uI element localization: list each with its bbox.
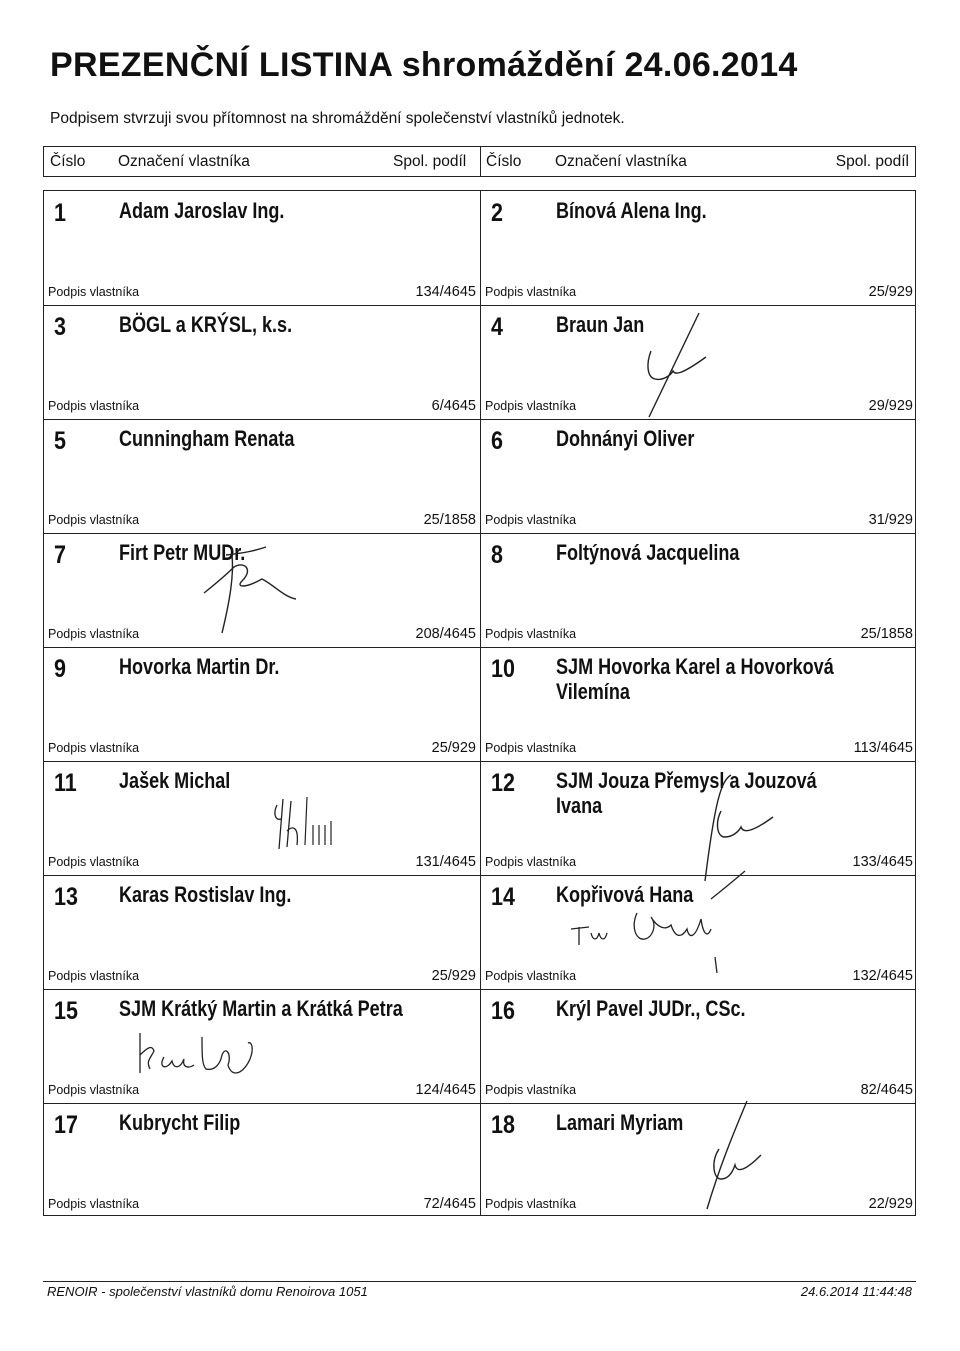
owner-cell — [44, 533, 480, 647]
ownership-share: 113/4645 — [853, 740, 913, 756]
owner-name: Foltýnová Jacquelina — [556, 540, 740, 565]
ownership-share: 6/4645 — [431, 398, 476, 414]
signature-label: Podpis vlastníka — [485, 627, 577, 641]
ownership-share: 72/4645 — [423, 1196, 476, 1212]
owner-number: 6 — [491, 427, 503, 455]
signature-label: Podpis vlastníka — [48, 627, 140, 641]
owner-name: Kubrycht Filip — [119, 1110, 241, 1135]
owner-cell — [481, 647, 917, 761]
ownership-share: 133/4645 — [852, 854, 913, 870]
header-podil-left: Spol. podíl — [393, 153, 467, 170]
owner-number: 16 — [491, 997, 515, 1025]
owner-cell — [44, 989, 480, 1103]
owner-name: Cunningham Renata — [119, 426, 295, 451]
owner-cell — [481, 305, 917, 419]
owner-cell — [481, 1103, 917, 1217]
owner-cell — [44, 761, 480, 875]
table-header — [43, 146, 916, 177]
header-podil-right: Spol. podíl — [835, 153, 909, 170]
owner-name: Bínová Alena Ing. — [556, 198, 707, 223]
ownership-share: 124/4645 — [415, 1082, 476, 1098]
owner-cell — [481, 533, 917, 647]
owner-name: Firt Petr MUDr. — [119, 540, 246, 565]
owner-number: 8 — [491, 541, 503, 569]
owner-cell — [44, 419, 480, 533]
owner-cell — [481, 191, 917, 305]
owner-name: Karas Rostislav Ing. — [119, 882, 292, 907]
signature-label: Podpis vlastníka — [485, 513, 577, 527]
header-cislo-right: Číslo — [486, 153, 522, 170]
owner-cell — [44, 1103, 480, 1217]
footer-organization: RENOIR - společenství vlastníků domu Renoirova 1051 — [47, 1284, 368, 1299]
owner-cell — [44, 191, 480, 305]
owner-number: 18 — [491, 1111, 515, 1139]
signature-label: Podpis vlastníka — [48, 1197, 140, 1211]
owner-number: 7 — [54, 541, 66, 569]
owner-number: 5 — [54, 427, 66, 455]
owner-name: Kopřivová Hana — [556, 882, 694, 907]
signature-label: Podpis vlastníka — [485, 741, 577, 755]
footer-timestamp: 24.6.2014 11:44:48 — [800, 1284, 912, 1299]
handwritten-signature — [174, 525, 314, 640]
signature-label: Podpis vlastníka — [485, 285, 577, 299]
handwritten-signature — [681, 771, 791, 881]
ownership-share: 132/4645 — [852, 968, 913, 984]
signature-label: Podpis vlastníka — [48, 855, 140, 869]
owner-name: Lamari Myriam — [556, 1110, 684, 1135]
ownership-share: 22/929 — [868, 1196, 913, 1212]
handwritten-signature — [269, 791, 349, 853]
owner-name: SJM Krátký Martin a Krátká Petra — [119, 996, 403, 1021]
ownership-share: 25/1858 — [860, 626, 913, 642]
owner-cell — [481, 875, 917, 989]
page-footer — [43, 1281, 916, 1299]
owner-number: 1 — [54, 199, 66, 227]
signature-label: Podpis vlastníka — [48, 741, 140, 755]
handwritten-signature — [611, 309, 721, 419]
owner-cell — [481, 989, 917, 1103]
signature-label: Podpis vlastníka — [48, 285, 140, 299]
owner-name: Dohnányi Oliver — [556, 426, 695, 451]
ownership-share: 25/929 — [431, 740, 476, 756]
ownership-share: 208/4645 — [415, 626, 476, 642]
ownership-share: 82/4645 — [860, 1082, 913, 1098]
owner-cell — [44, 305, 480, 419]
intro-text: Podpisem stvrzuji svou přítomnost na shromáždění společenství vlastníků jednotek. — [50, 110, 625, 127]
owner-name: BÖGL a KRÝSL, k.s. — [119, 312, 293, 337]
signature-label: Podpis vlastníka — [485, 1083, 577, 1097]
owner-number: 2 — [491, 199, 503, 227]
owner-name: Hovorka Martin Dr. — [119, 654, 280, 679]
owner-number: 15 — [54, 997, 78, 1025]
owner-number: 12 — [491, 769, 515, 797]
signature-label: Podpis vlastníka — [48, 1083, 140, 1097]
owner-number: 10 — [491, 655, 515, 683]
owners-grid — [43, 190, 916, 1216]
owner-number: 13 — [54, 883, 78, 911]
document-title: PREZENČNÍ LISTINA shromáždění 24.06.2014 — [50, 46, 798, 84]
header-cislo-left: Číslo — [50, 153, 86, 170]
handwritten-signature — [671, 1099, 781, 1211]
owner-number: 9 — [54, 655, 66, 683]
ownership-share: 134/4645 — [415, 284, 476, 300]
owner-name: Adam Jaroslav Ing. — [119, 198, 285, 223]
signature-label: Podpis vlastníka — [485, 855, 577, 869]
signature-label: Podpis vlastníka — [485, 1197, 577, 1211]
signature-label: Podpis vlastníka — [485, 399, 577, 413]
owner-cell — [44, 875, 480, 989]
ownership-share: 29/929 — [868, 398, 913, 414]
signature-label: Podpis vlastníka — [485, 969, 577, 983]
header-divider — [480, 147, 481, 176]
owner-name: SJM Jouza Přemysl a Jouzová Ivana — [556, 768, 817, 818]
ownership-share: 25/929 — [431, 968, 476, 984]
header-oznaceni-right: Označení vlastníka — [555, 153, 687, 170]
ownership-share: 31/929 — [868, 512, 913, 528]
header-oznaceni-left: Označení vlastníka — [118, 153, 250, 170]
signature-label: Podpis vlastníka — [48, 399, 140, 413]
ownership-share: 131/4645 — [415, 854, 476, 870]
owner-cell — [44, 647, 480, 761]
owner-number: 17 — [54, 1111, 78, 1139]
owner-cell — [481, 419, 917, 533]
owner-name: SJM Hovorka Karel a Hovorková Vilemína — [556, 654, 834, 704]
owner-number: 14 — [491, 883, 515, 911]
owner-name: Jašek Michal — [119, 768, 231, 793]
handwritten-signature — [132, 1025, 272, 1081]
owner-name: Krýl Pavel JUDr., CSc. — [556, 996, 746, 1021]
handwritten-signature — [561, 869, 751, 989]
owner-number: 11 — [54, 769, 77, 797]
signature-label: Podpis vlastníka — [48, 513, 140, 527]
signature-label: Podpis vlastníka — [48, 969, 140, 983]
owner-name: Braun Jan — [556, 312, 645, 337]
owner-number: 3 — [54, 313, 66, 341]
owner-number: 4 — [491, 313, 503, 341]
ownership-share: 25/929 — [868, 284, 913, 300]
ownership-share: 25/1858 — [423, 512, 476, 528]
owner-cell — [481, 761, 917, 875]
